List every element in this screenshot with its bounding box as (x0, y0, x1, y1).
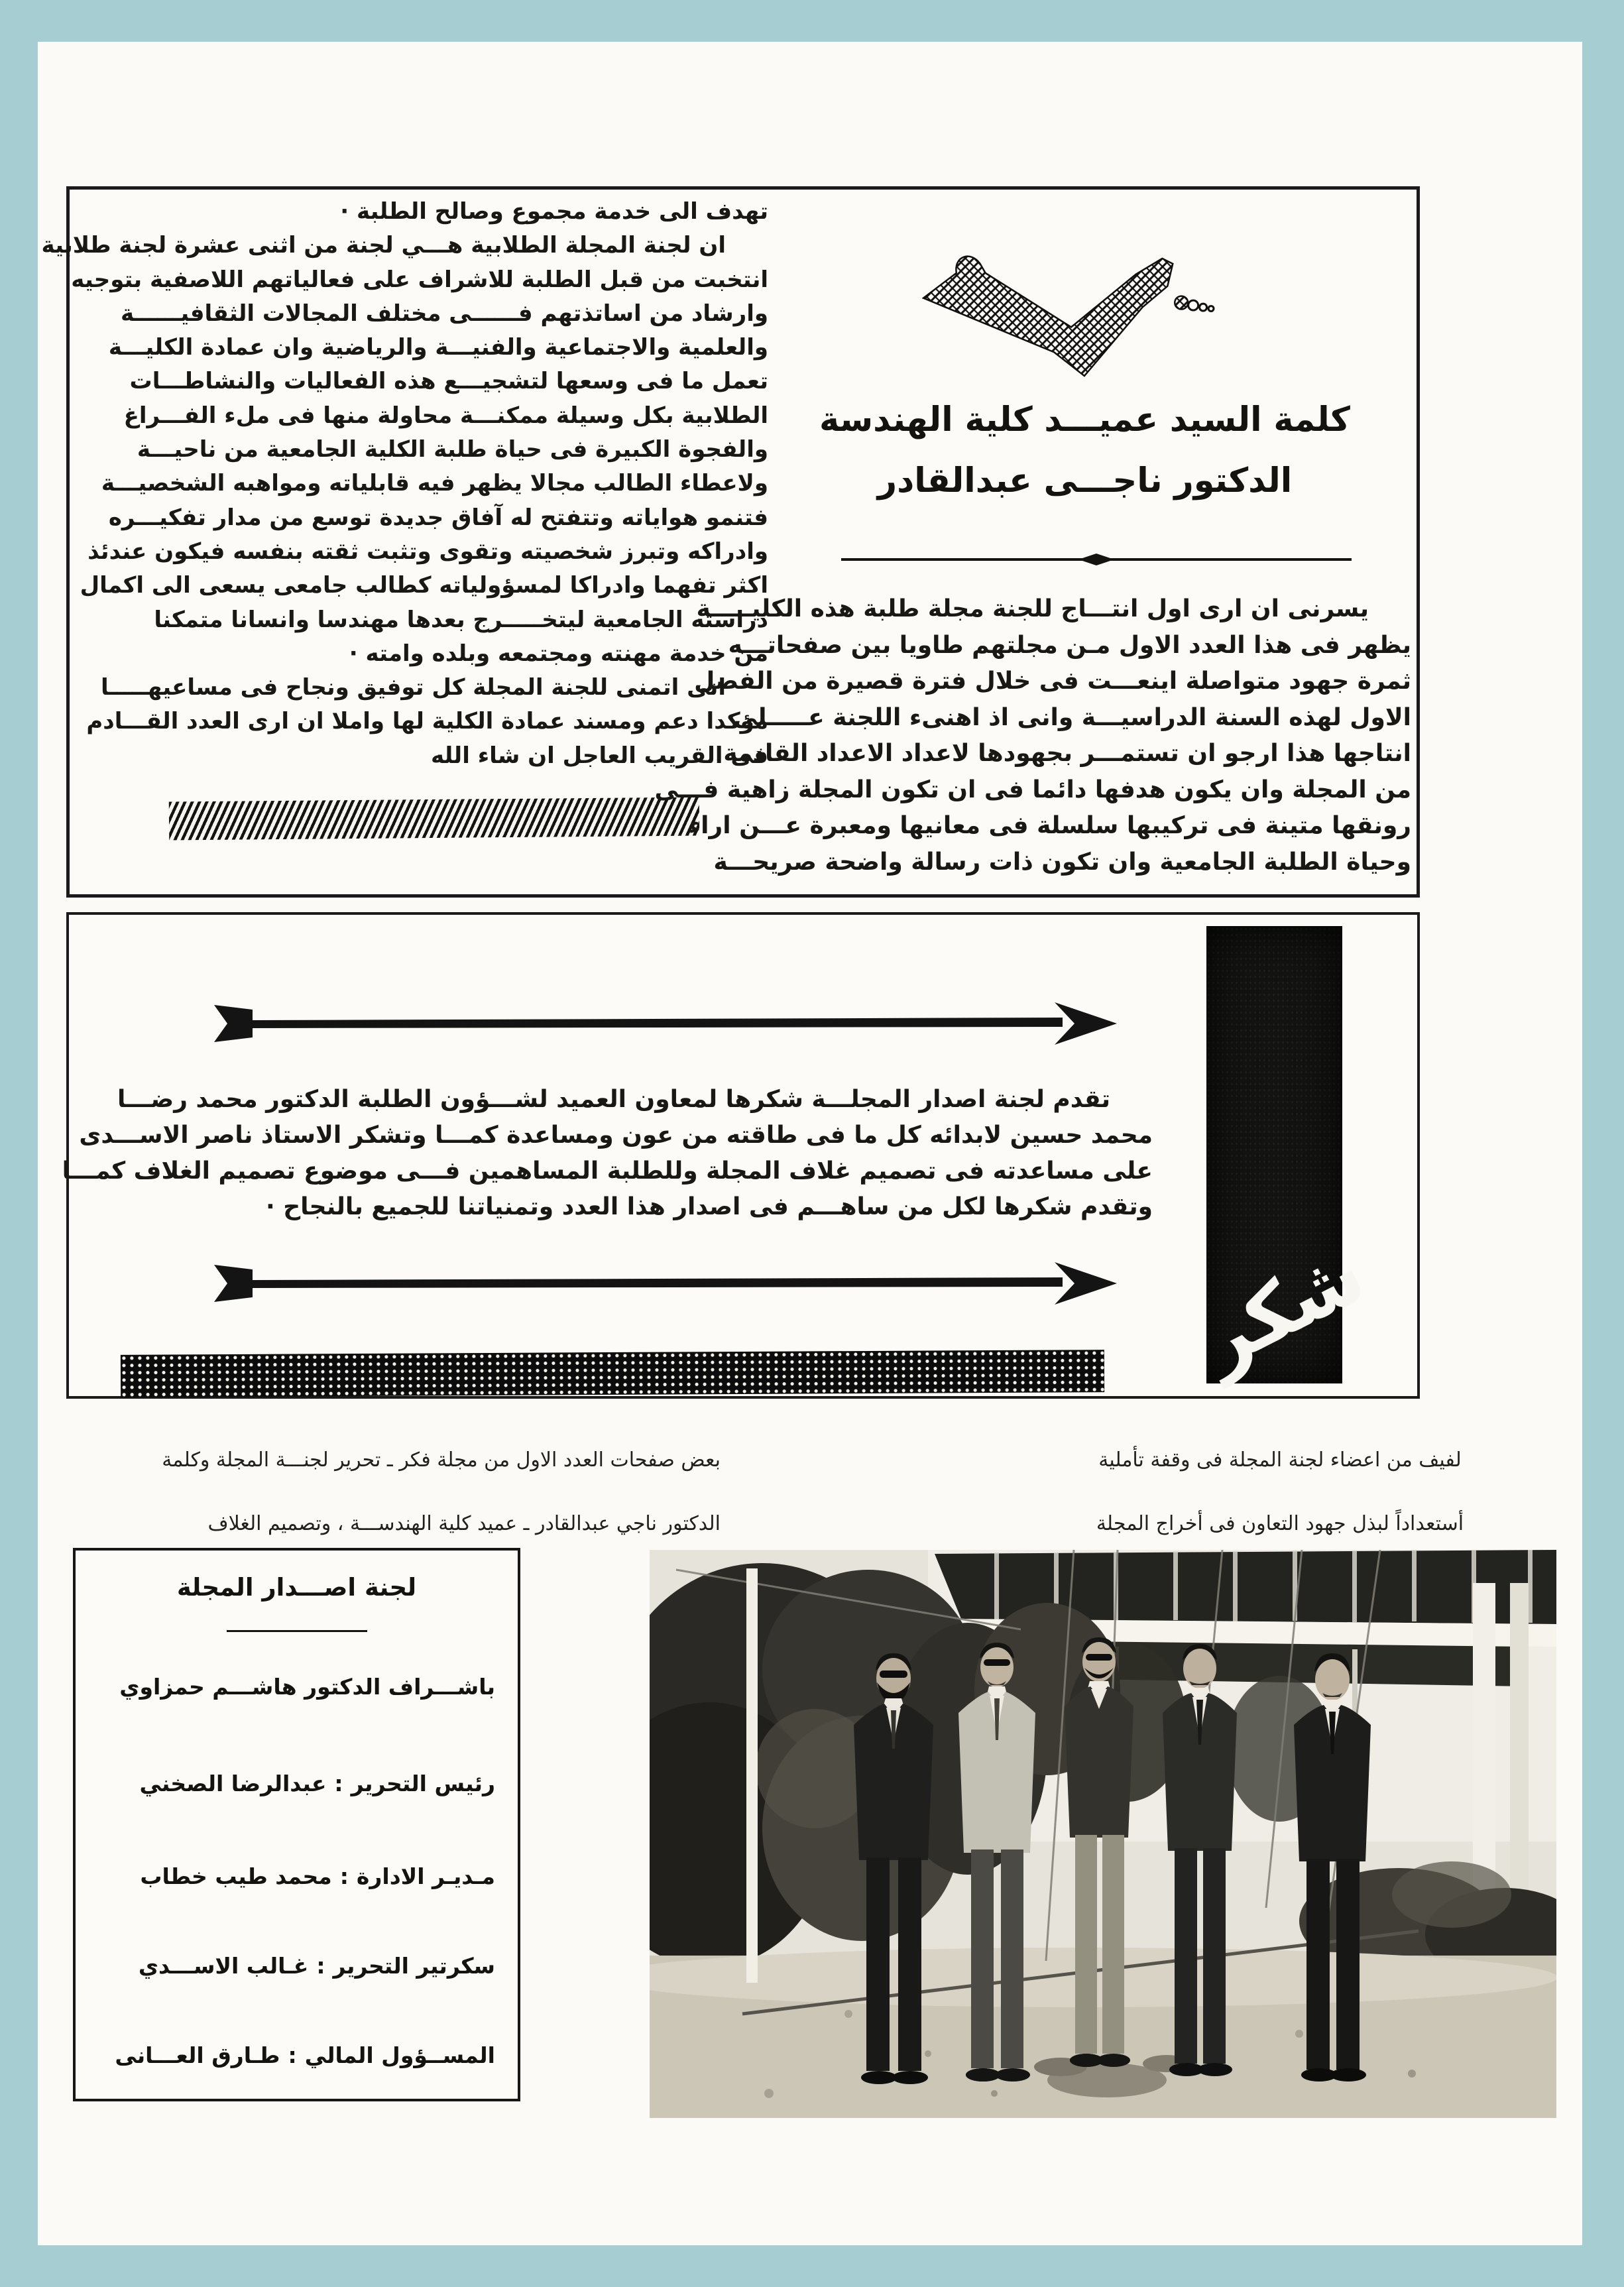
committee-row (139, 1953, 495, 1979)
role-separator: : (334, 1771, 343, 1796)
dean-word-section (41, 186, 1420, 898)
caption-line: الدكتور ناجي عبدالقادر ـ عميد كلية الهندســـة ، وتصميم الغلاف (207, 1512, 721, 1535)
caption-line: بعض صفحات العدد الاول من مجلة فكر ـ تحرير لجنـــة المجلة وكلمة (162, 1448, 721, 1472)
dean-word-body (654, 591, 1411, 880)
scanned-page (38, 42, 1582, 2245)
text-line: دراسته الجامعية ليتخـــــرج بعدها مهندسا وانسانا متمكنا (154, 606, 768, 633)
text-line: اكثر تفهما وادراكا لمسؤولياته كطالب جامعى يسعى الى اكمال (80, 572, 768, 599)
role-name: غـالب الاســـدي (138, 1953, 309, 1979)
role-label: رئيس التحرير (351, 1771, 495, 1796)
dean-word-title-line1: كلمة السيد عميـــد كلية الهندسة (819, 400, 1350, 440)
role-label: المســؤول المالي (304, 2042, 495, 2068)
text-line: وتقدم شكرها لكل من ساهـــم فى اصدار هذا العدد وتمنياتنا للجميع بالنجاح · (266, 1193, 1153, 1220)
text-line: على مساعدته فى تصميم غلاف المجلة وللطلبة المساهمين فـــى موضوع تصميم الغلاف كمـــا (62, 1157, 1153, 1185)
role-label: سكرتير التحرير (333, 1953, 495, 1979)
committee-row (140, 1863, 495, 1889)
caption-line: لفيف من اعضاء لجنة المجلة فى وقفة تأملية (1098, 1448, 1462, 1472)
text-line: فى القريب العاجل ان شاء الله (430, 742, 768, 769)
text-line: والفجوة الكبيرة فى حياة طلبة الكلية الجامعية من ناحيـــة (137, 436, 768, 463)
text-line: مؤكدا دعم ومسند عمادة الكلية لها واملا ان ارى العدد القـــادم (86, 708, 768, 735)
thanks-calligraphy: شكر (1185, 1228, 1379, 1387)
role-label: مـديـر الادارة (356, 1863, 495, 1889)
text-line: فتنمو هواياته وتتفتح له آفاق جديدة توسع من مدار تفكيـــره (108, 504, 768, 531)
dean-word-left-column (41, 195, 768, 773)
bird-emblem-icon (917, 245, 1226, 387)
text-line: ثمرة جهود متواصلة اينعـــت فى خلال فترة قصيرة من الفصل (694, 668, 1411, 695)
committee-row (115, 2042, 495, 2068)
text-line: الاول لهذه السنة الدراسيـــة وانى اذ اهنىء اللجنة عـــــلى (733, 703, 1411, 731)
committee-row (139, 1771, 495, 1796)
text-line: ان لجنة المجلة الطلابية هـــي لجنة من اثنى عشرة لجنة طلابية (41, 232, 726, 259)
text-line: الطلابية بكل وسيلة ممكنـــة محاولة منها فى ملء الفـــراغ (123, 402, 768, 429)
text-line: تقدم لجنة اصدار المجلـــة شكرها لمعاون العميد لشـــؤون الطلبة الدكتور محمد رضـــا (117, 1086, 1110, 1113)
role-name: طـارق العـــانى (115, 2042, 280, 2068)
thanks-banner (1185, 926, 1379, 1387)
committee-title: لجنة اصـــدار المجلة (176, 1573, 417, 1602)
text-line: ولاعطاء الطالب مجالا يظهر فيه قابلياته ومواهبه الشخصيـــة (101, 470, 768, 497)
text-line: يسرنى ان ارى اول انتـــاج للجنة مجلة طلبة هذه الكليـــــة (696, 595, 1369, 622)
role-name: عبدالرضا الصخني (139, 1771, 327, 1796)
text-line: تهدف الى خدمة مجموع وصالح الطلبة · (340, 198, 768, 225)
committee-supervision: باشـــراف الدكتور هاشـــم حمزاوي (119, 1674, 495, 1700)
text-line: يظهر فى هذا العدد الاول مـن مجلتهم طاويا بين صفحاتـــه (728, 631, 1411, 659)
role-name: محمد طيب خطاب (140, 1863, 332, 1889)
hatched-divider-bar (169, 797, 699, 841)
group-photo (650, 1550, 1556, 2118)
caption-right (993, 1429, 1567, 1556)
arrow-right-icon (211, 1000, 1120, 1047)
text-line: تعمل ما فى وسعها لتشجيـــع هذه الفعاليات والنشاطـــات (129, 368, 768, 395)
role-separator: : (339, 1863, 349, 1889)
committee-box (73, 1548, 520, 2101)
text-line: من خدمة مهنته ومجتمعه وبلده وامته · (349, 640, 768, 667)
white-pole (746, 1568, 758, 1983)
text-line: من المجلة وان يكون هدفها دائما فى ان تكون المجلة زاهية فـــى (654, 776, 1411, 803)
thanks-body (62, 1082, 1153, 1225)
text-line: وادراكه وتبرز شخصيته وتقوى وتثبت ثقته بنفسه فيكون عندئذ (87, 538, 768, 565)
role-separator: : (288, 2042, 297, 2068)
arrow-right-icon (211, 1260, 1120, 1307)
title-underline (227, 1630, 367, 1632)
text-line: انى اتمنى للجنة المجلة كل توفيق ونجاح فى مساعيهـــــا (100, 674, 726, 701)
dean-word-title-line2: الدكتور ناجـــى عبدالقادر (877, 461, 1293, 500)
role-separator: : (316, 1953, 325, 1979)
caption-left (50, 1429, 721, 1556)
decorative-rule (841, 558, 1352, 561)
text-line: انتاجها هذا ارجو ان تستمـــر بجهودها لاعداد الاعداد القادمة (723, 740, 1411, 767)
text-line: محمد حسين لابدائه كل ما فى طاقته من عون ومساعدة كمـــا وتشكر الاستاذ ناصر الاســـدى (79, 1122, 1153, 1149)
diamond-ornament-icon (1078, 554, 1114, 565)
text-line: وحياة الطلبة الجامعية وان تكون ذات رسالة واضحة صريحـــة (713, 848, 1411, 876)
text-line: رونقها متينة فى تركيبها سلسلة فى معانيها ومعبرة عـــن اراء (688, 812, 1411, 839)
text-line: والعلمية والاجتماعية والفنيـــة والرياضية وان عمادة الكليـــة (108, 334, 768, 361)
checkered-divider-bar (121, 1350, 1104, 1397)
text-line: انتخبت من قبل الطلبة للاشراف على فعالياتهم اللاصفية بتوجيه (71, 266, 768, 293)
caption-line: أستعداداً لبذل جهود التعاون فى أخراج المجلة (1096, 1512, 1464, 1535)
text-line: وارشاد من اساتذتهم فــــــى مختلف المجالات الثقافيــــــة (120, 300, 768, 327)
